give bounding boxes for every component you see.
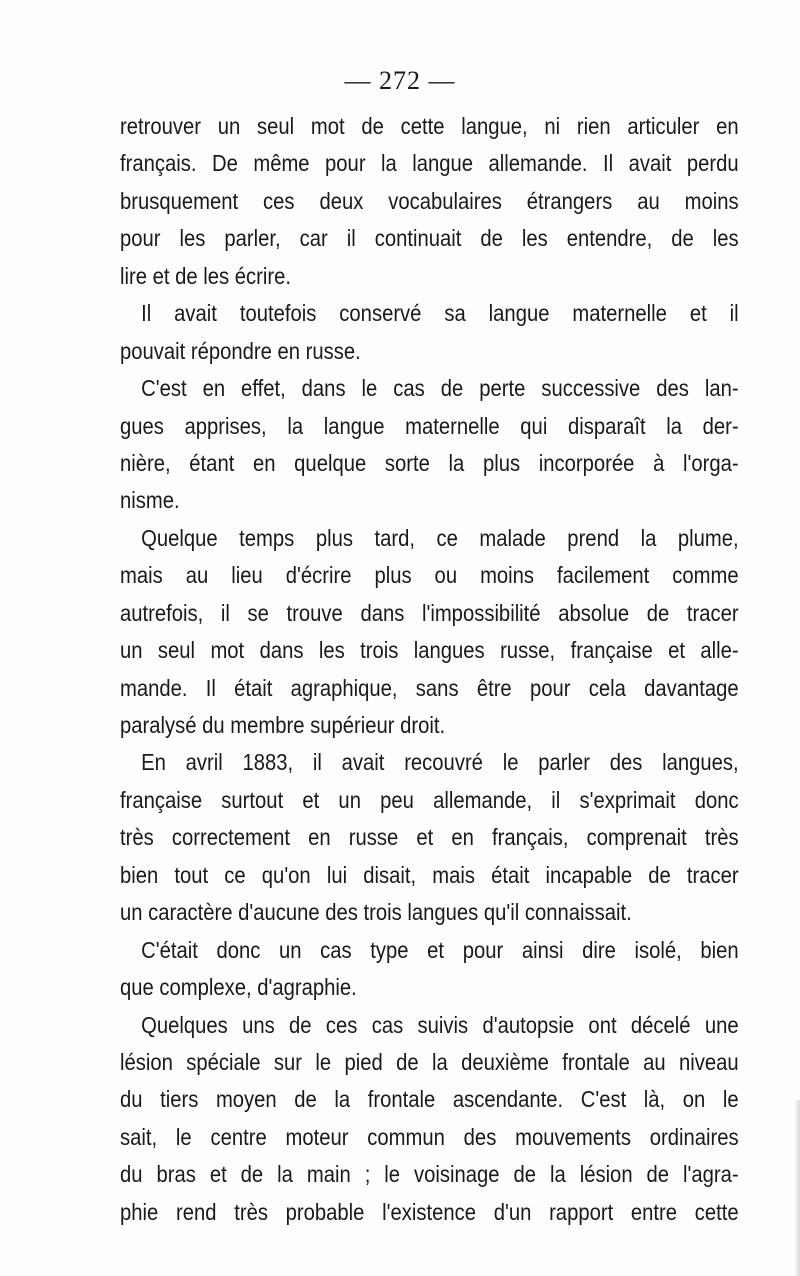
- text-line: autrefois, il se trouve dans l'impossibilité absolue de tracer: [120, 599, 739, 626]
- text-line: nière, étant en quelque sorte la plus incorporée à l'orga-: [120, 449, 739, 476]
- text-line: Il avait toutefois conservé sa langue maternelle et il: [141, 300, 739, 327]
- text-line: sait, le centre moteur commun des mouvements ordinaires: [120, 1123, 739, 1150]
- page-edge-shadow: [794, 1100, 800, 1276]
- text-line: un caractère d'aucune des trois langues qu'il connaissait.: [120, 899, 632, 926]
- text-line: Quelque temps plus tard, ce malade prend la plume,: [141, 524, 739, 551]
- text-line: retrouver un seul mot de cette langue, ni rien articuler en: [120, 113, 739, 139]
- text-line: lésion spéciale sur le pied de la deuxième frontale au niveau: [120, 1048, 739, 1075]
- text-line: pouvait répondre en russe.: [120, 337, 361, 364]
- text-line: C'est en effet, dans le cas de perte successive des lan-: [141, 375, 739, 402]
- text-line: bien tout ce qu'on lui disait, mais était incapable de tracer: [120, 861, 739, 888]
- text-line: du tiers moyen de la frontale ascendante. C'est là, on le: [120, 1086, 739, 1113]
- text-line: nisme.: [120, 487, 180, 514]
- text-line: Quelques uns de ces cas suivis d'autopsie ont décelé une: [141, 1011, 739, 1038]
- body-text: [120, 108, 739, 1231]
- text-line: un seul mot dans les trois langues russe, française et alle-: [120, 637, 739, 664]
- text-line: que complexe, d'agraphie.: [120, 974, 357, 1001]
- text-line: très correctement en russe et en français, comprenait très: [120, 824, 739, 851]
- text-line: lire et de les écrire.: [120, 262, 291, 289]
- text-line: C'était donc un cas type et pour ainsi dire isolé, bien: [141, 936, 739, 963]
- text-line: En avril 1883, il avait recouvré le parler des langues,: [141, 749, 739, 776]
- text-line: française surtout et un peu allemande, il s'exprimait donc: [120, 786, 739, 813]
- text-line: français. De même pour la langue allemande. Il avait perdu: [120, 150, 739, 177]
- text-line: phie rend très probable l'existence d'un rapport entre cette: [120, 1198, 739, 1225]
- text-line: brusquement ces deux vocabulaires étrangers au moins: [120, 187, 739, 214]
- text-line: gues apprises, la langue maternelle qui disparaît la der-: [120, 412, 739, 439]
- text-line: mande. Il était agraphique, sans être pour cela davantage: [120, 674, 739, 701]
- text-line: paralysé du membre supérieur droit.: [120, 712, 446, 738]
- text-line: du bras et de la main ; le voisinage de la lésion de l'agra-: [120, 1161, 739, 1188]
- text-line: pour les parler, car il continuait de les entendre, de les: [120, 225, 739, 252]
- page-number: — 272 —: [344, 66, 456, 95]
- text-line: mais au lieu d'écrire plus ou moins facilement comme: [120, 562, 739, 589]
